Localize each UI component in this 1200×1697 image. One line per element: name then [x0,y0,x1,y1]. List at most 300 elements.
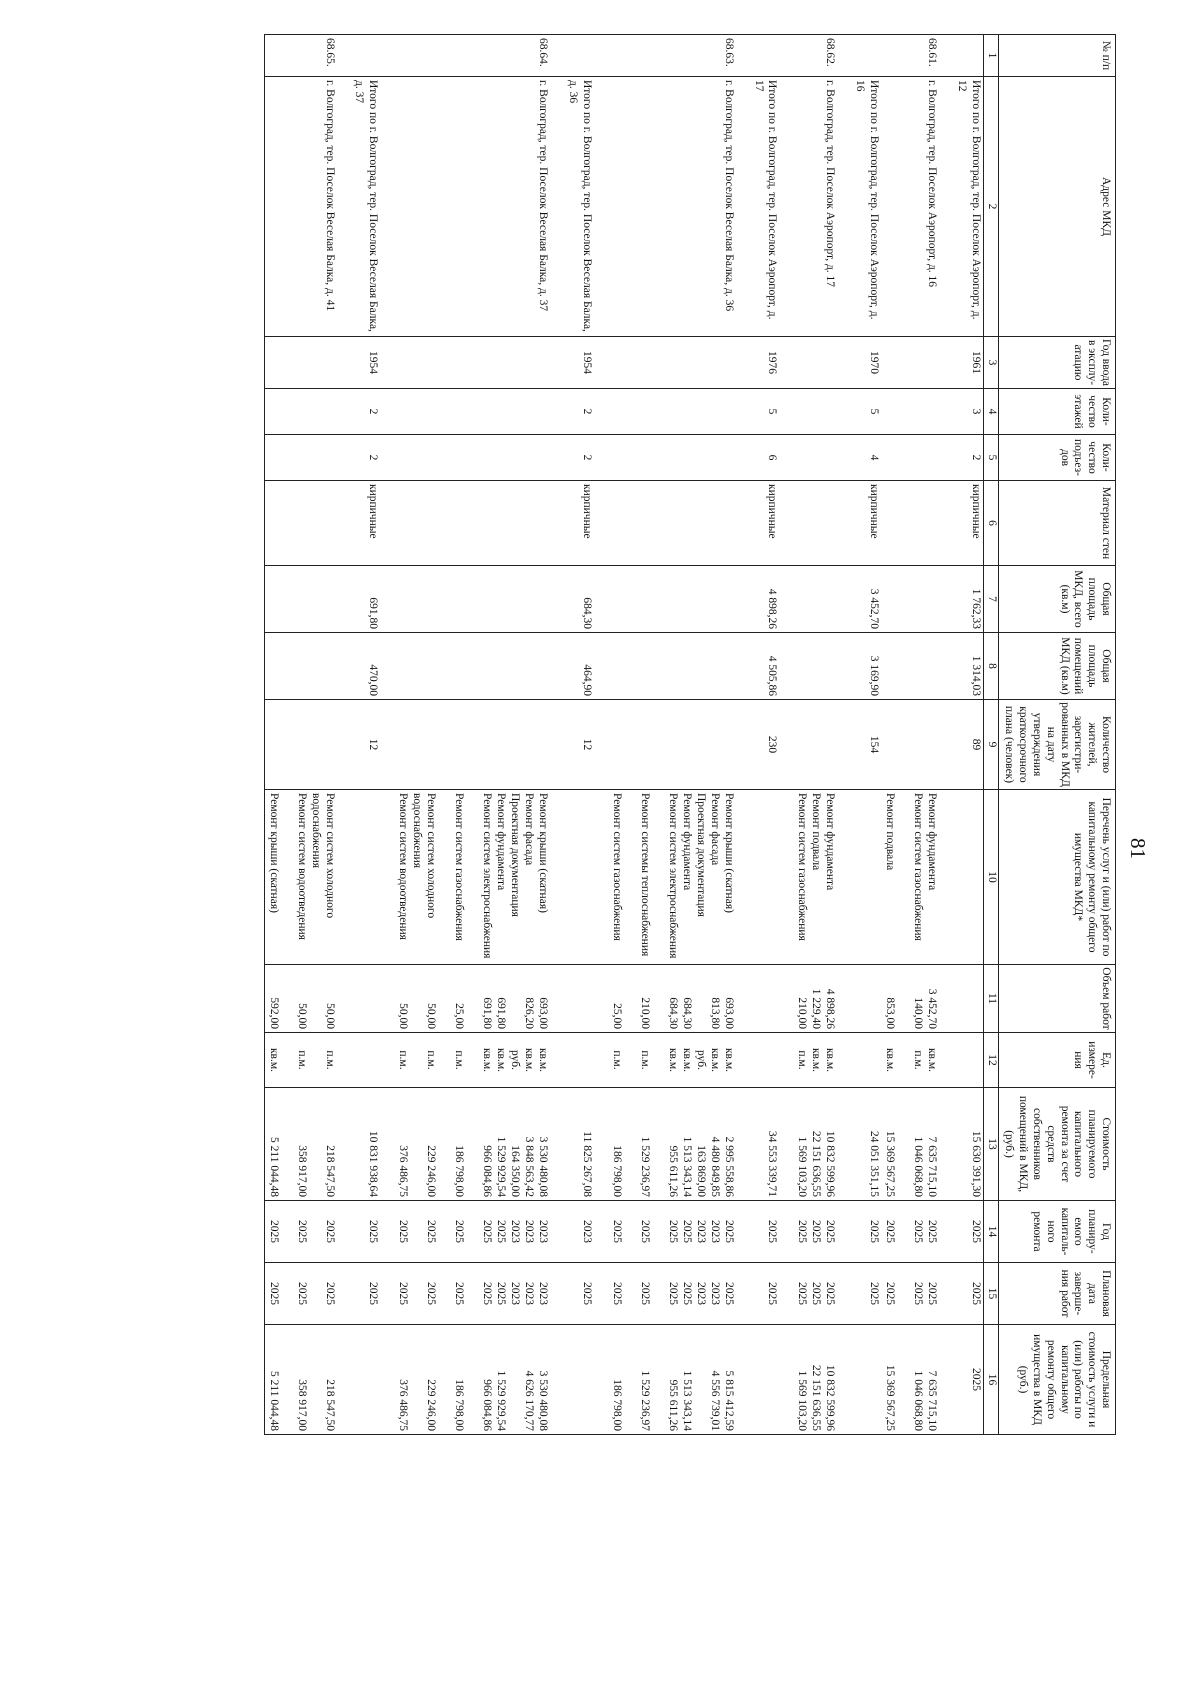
work-item-line: Ремонт систем газоснабжения [610,793,623,941]
end-value [594,1263,736,1325]
address-cell: г. Волгоград, тер. Поселок Веселая Балка, д. 37 [380,77,550,337]
header-cell: Год планиру-емого капиталь-ного ремонта [998,1201,1115,1263]
empty-cell [750,965,780,1033]
work-item-line: Ремонт фундамента [680,793,693,891]
column-number-row [983,35,998,1435]
spacer-cell [337,633,351,700]
work-item-line: Ремонт систем газоснабжения [453,793,466,941]
limit-value-line: 229 246,00 [425,1379,438,1431]
limit-value-line: 15 369 567,25 [884,1364,897,1431]
end-value-line: 2025 [295,1282,308,1305]
end-value-line: 2025 [796,1282,809,1305]
volume-value [881,965,939,1033]
end-value-line: 2025 [926,1282,939,1305]
header-row [998,35,1115,1435]
end-value-line: 2023 [509,1282,522,1305]
cost-value-line: 7 635 715,10 [926,1136,939,1197]
volume-value-line [507,968,521,1029]
spacer-cell [337,1201,351,1263]
empty-cell [779,435,837,481]
work-item-line: Ремонт систем газоснабжения [912,793,925,941]
year-value-line: 2025 [453,1220,466,1243]
empty-cell [851,965,881,1033]
cost-value-line: 229 246,00 [425,1145,438,1197]
spacer-cell [837,337,851,389]
empty-cell [594,435,736,481]
end-value-line: 2023 [537,1282,550,1305]
spacer-cell [939,965,953,1033]
spacer-cell [939,77,953,337]
limit-value-line: 4 626 170,77 [523,1370,536,1431]
cost-value [594,1088,736,1201]
volume-value-line: 826,20 [523,997,536,1029]
work-item-line: Ремонт системы теплоснабжения [638,793,651,957]
end-value-line: 2025 [267,1282,280,1305]
work-item-line: Проектная документация [509,793,522,917]
work-item-line: Ремонт фасада [708,793,721,866]
spacer-cell [939,566,953,633]
spacer-cell [939,1263,953,1325]
cost-value-line: 1 569 103,20 [796,1136,809,1197]
unit-value-line: кв.м. [481,1047,494,1073]
limit-value-line: 376 486,75 [397,1379,410,1431]
empty-cell [264,566,337,633]
volume-value-line: 684,30 [680,997,693,1029]
volume-value-line: 50,00 [295,1003,308,1029]
spacer-cell [837,1201,851,1263]
empty-cell [881,389,939,435]
work-item-line: Проектная документация [694,793,707,917]
address-cell: г. Волгоград, тер. Поселок Веселая Балка, д. 36 [594,77,736,337]
spacer-cell [550,1033,564,1088]
limit-value-line [693,1328,707,1431]
spacer-cell [337,77,351,337]
year-value-line: 2023 [708,1220,721,1243]
limit-value-line: 1 513 343,14 [680,1370,693,1431]
cost-value [779,1088,837,1201]
year-value [380,1201,550,1263]
end-value [779,1263,837,1325]
header-cell: Стоимость планируемого капитального ремонта за счет средств собственников помещений в МКД, (руб.) [998,1088,1115,1201]
empty-cell [351,1325,381,1435]
limit-value [594,1325,736,1435]
row-number-cell: 68.65. [264,35,337,77]
end-value-line: 2025 [912,1282,925,1305]
object-row [264,35,337,1435]
empty-cell [380,481,550,566]
limit-value-line: 4 556 739,01 [708,1370,721,1431]
premises-area-cell: 3 169,90 [851,633,881,700]
cost-value-line: 2 995 558,86 [722,1136,735,1197]
empty-cell [779,337,837,389]
column-number-cell: 3 [983,337,998,389]
year-cell: 1961 [953,337,983,389]
limit-value-line: 5 211 044,48 [267,1371,280,1431]
total-cost-cell: 15 630 391,30 [953,1088,983,1201]
spacer-cell [736,1325,750,1435]
residents-cell: 154 [851,700,881,790]
row-number-cell: 68.64. [380,35,550,77]
unit-value-line: п.м. [796,1050,809,1070]
floors-cell: 2 [351,389,381,435]
column-number-cell: 13 [983,1088,998,1201]
limit-value-line: 186 798,00 [453,1379,466,1431]
empty-cell [851,1325,881,1435]
volume-value [264,965,337,1033]
year-value-line: 2025 [680,1220,693,1243]
unit-value-line: руб. [694,1050,707,1070]
wall-material-cell: кирпичные [351,481,381,566]
year-value-line: 2025 [722,1220,735,1243]
spacer-cell [837,1263,851,1325]
end-value-line: 2025 [680,1282,693,1305]
spacer-cell [550,700,564,790]
limit-value-line: 186 798,00 [610,1379,623,1431]
cost-value-line: 4 480 849,85 [708,1136,721,1197]
spacer-cell [837,965,851,1033]
entrances-cell: 2 [351,435,381,481]
end-value-line: 2025 [323,1282,336,1305]
column-number-cell: 16 [983,1325,998,1435]
empty-cell [264,633,337,700]
spacer-cell [550,35,564,77]
object-row [594,35,736,1435]
end-date-cell: 2025 [750,1263,780,1325]
row-number-cell: 68.63. [594,35,736,77]
spacer-cell [736,481,750,566]
empty-cell [594,700,736,790]
empty-cell [851,1033,881,1088]
total-area-cell: 1 762,33 [953,566,983,633]
spacer-cell [939,389,953,435]
header-cell: Плановая дата заверше-ния работ [998,1263,1115,1325]
spacer-cell [337,965,351,1033]
empty-cell [264,389,337,435]
empty-cell [351,790,381,965]
limit-value-line: 1 529 929,54 [495,1370,508,1431]
row-number-cell: 68.61. [881,35,939,77]
cost-value [881,1088,939,1201]
limit-value [779,1325,837,1435]
cost-value-line: 3 530 480,08 [537,1136,550,1197]
work-item-line: Ремонт подвала [884,793,897,871]
unit-value-line: п.м. [453,1050,466,1070]
address-cell: Итого по г. Волгоград, тер. Поселок Аэропорт, д. 12 [953,77,983,337]
limit-value [881,1325,939,1435]
empty-cell [351,1033,381,1088]
spacer-cell [736,77,750,337]
unit-value-line: кв.м. [884,1047,897,1073]
end-value-line: 2025 [824,1282,837,1305]
volume-value-line: 50,00 [425,1003,438,1029]
residents-cell: 12 [351,700,381,790]
total-area-cell: 691,80 [351,566,381,633]
limit-value-line: 1 569 103,20 [796,1370,809,1431]
cost-value-line: 3 848 563,42 [523,1136,536,1197]
residents-cell: 12 [564,700,594,790]
empty-cell [881,633,939,700]
column-number-cell: 1 [983,35,998,77]
volume-value-line: 210,00 [638,997,651,1029]
cost-value-line: 1 513 343,14 [680,1136,693,1197]
volume-value [380,965,550,1033]
premises-area-cell: 464,90 [564,633,594,700]
spacer-cell [736,389,750,435]
cost-value-line: 966 084,86 [481,1145,494,1197]
end-value-line: 2025 [453,1282,466,1305]
empty-cell [380,566,550,633]
total-cost-cell: 11 825 267,08 [564,1088,594,1201]
work-item-line: Ремонт систем холодного водоснабжения [411,793,438,919]
year-value-line: 2025 [912,1220,925,1243]
empty-cell [851,35,881,77]
empty-cell [953,35,983,77]
header-cell: Количество жителей, зарегистри-рованных в МКД на дату утверждения краткосрочного плана (человек) [998,700,1115,790]
unit-value [264,1033,337,1088]
spacer-cell [939,1033,953,1088]
unit-value [881,1033,939,1088]
unit-value-line: п.м. [912,1050,925,1070]
spacer-cell [337,1088,351,1201]
volume-value [779,965,837,1033]
spacer-cell [736,700,750,790]
year-value-line: 2025 [638,1220,651,1243]
wall-material-cell: кирпичные [564,481,594,566]
unit-value-line: кв.м. [267,1047,280,1073]
cost-value-line: 376 486,75 [397,1145,410,1197]
page-number: 81 [1126,838,1150,859]
cost-value-line: 164 350,00 [509,1145,522,1197]
cost-value-line: 5 211 044,48 [267,1137,280,1197]
table-body [264,35,983,1435]
total-cost-cell: 24 051 351,15 [851,1088,881,1201]
plan-year-cell: 2025 [953,1201,983,1263]
plan-year-cell: 2025 [750,1201,780,1263]
year-value-line: 2025 [267,1220,280,1243]
empty-cell [750,790,780,965]
header-cell: Общая площадь МКД, всего (кв.м) [998,566,1115,633]
spacer-cell [337,1033,351,1088]
end-date-cell: 2025 [953,1263,983,1325]
total-cost-cell: 10 831 938,64 [351,1088,381,1201]
spacer-cell [939,337,953,389]
volume-value-line: 140,00 [912,997,925,1029]
unit-value-line: кв.м. [722,1047,735,1073]
work-item-line: Ремонт подвала [810,793,823,871]
volume-value-line: 693,00 [537,997,550,1029]
year-value [779,1201,837,1263]
work-item-line: Ремонт систем холодного водоснабжения [309,793,336,919]
total-row [953,35,983,1435]
floors-cell: 2 [564,389,594,435]
header-cell: Коли-чество этажей [998,389,1115,435]
empty-cell [264,435,337,481]
column-number-cell: 15 [983,1263,998,1325]
empty-cell [779,481,837,566]
empty-cell [594,481,736,566]
total-area-cell: 684,30 [564,566,594,633]
empty-cell [750,1325,780,1435]
cost-value-line: 1 046 068,80 [912,1136,925,1197]
header-cell: Год ввода в эксплу-атацию [998,337,1115,389]
year-value-line: 2025 [397,1220,410,1243]
work-item-line: Ремонт систем водоотведения [397,793,410,940]
spacer-cell [837,633,851,700]
column-number-cell: 14 [983,1201,998,1263]
total-row [351,35,381,1435]
unit-value-line: п.м. [295,1050,308,1070]
empty-cell [881,566,939,633]
address-cell: г. Волгоград, тер. Поселок Веселая Балка, д. 41 [264,77,337,337]
spacer-cell [939,700,953,790]
empty-cell [881,481,939,566]
cost-value-line: 1 529 236,97 [638,1136,651,1197]
spacer-cell [736,337,750,389]
empty-cell [380,633,550,700]
spacer-row [550,35,564,1435]
unit-value-line: кв.м. [708,1047,721,1073]
total-area-cell: 3 452,70 [851,566,881,633]
end-value-line: 2025 [425,1282,438,1305]
empty-cell [594,389,736,435]
empty-cell [380,337,550,389]
cost-value-line: 22 151 636,55 [810,1130,823,1197]
volume-value-line: 50,00 [397,1003,410,1029]
unit-value-line: п.м. [638,1050,651,1070]
year-value-line: 2023 [509,1220,522,1243]
entrances-cell: 4 [851,435,881,481]
work-item [264,790,337,965]
spacer-cell [337,337,351,389]
unit-value-line: п.м. [425,1050,438,1070]
spacer-cell [837,481,851,566]
unit-value-line: кв.м. [523,1047,536,1073]
unit-value [380,1033,550,1088]
spacer-cell [736,790,750,965]
total-row [750,35,780,1435]
end-value-line: 2025 [884,1282,897,1305]
spacer-row [736,35,750,1435]
work-item-line: Ремонт крыши (скатная) [537,793,550,913]
spacer-cell [837,389,851,435]
volume-value-line: 853,00 [884,997,897,1029]
volume-value-line [693,968,707,1029]
spacer-cell [837,700,851,790]
address-cell: Итого по г. Волгоград, тер. Поселок Веселая Балка, д. 37 [351,77,381,337]
spacer-cell [736,1033,750,1088]
unit-value [594,1033,736,1088]
year-value [881,1201,939,1263]
spacer-cell [337,566,351,633]
empty-cell [779,389,837,435]
work-item-line: Ремонт систем газоснабжения [796,793,809,941]
header-cell: № п/п [998,35,1115,77]
plan-year-cell: 2023 [564,1201,594,1263]
unit-value-line: п.м. [397,1050,410,1070]
header-cell: Общая площадь помещений МКД (кв.м) [998,633,1115,700]
spacer-row [939,35,953,1435]
residents-cell: 230 [750,700,780,790]
plan-year-cell: 2025 [351,1201,381,1263]
address-cell: г. Волгоград, тер. Поселок Аэропорт, д. 16 [881,77,939,337]
empty-cell [851,790,881,965]
year-cell: 1954 [564,337,594,389]
spacer-cell [337,35,351,77]
work-item-line: Ремонт фундамента [926,793,939,891]
spacer-cell [736,633,750,700]
empty-cell [264,700,337,790]
year-value-line: 2025 [495,1220,508,1243]
year-value [264,1201,337,1263]
spacer-cell [939,1325,953,1435]
work-item-line: Ремонт крыши (скатная) [722,793,735,913]
work-item-line: Ремонт фундамента [824,793,837,891]
spacer-cell [550,965,564,1033]
header-cell: Коли-чество подъез-дов [998,435,1115,481]
end-value [264,1263,337,1325]
spacer-cell [736,1263,750,1325]
column-number-cell: 11 [983,965,998,1033]
premises-area-cell: 1 314,03 [953,633,983,700]
year-value-line: 2025 [796,1220,809,1243]
volume-value-line: 210,00 [796,997,809,1029]
empty-cell [564,965,594,1033]
year-value-line: 2025 [810,1220,823,1243]
column-number-cell: 5 [983,435,998,481]
limit-cell: 2025 [953,1325,983,1435]
column-number-cell: 7 [983,566,998,633]
limit-value-line: 3 530 480,08 [537,1370,550,1431]
total-row [851,35,881,1435]
unit-value-line: п.м. [323,1050,336,1070]
work-item-line: Ремонт систем электроснабжения [481,793,494,959]
year-value-line: 2025 [610,1220,623,1243]
year-value-line: 2025 [425,1220,438,1243]
limit-value-line: 358 917,00 [295,1379,308,1431]
total-cost-cell: 34 553 339,71 [750,1088,780,1201]
spacer-cell [736,435,750,481]
year-value-line: 2025 [884,1220,897,1243]
empty-cell [594,633,736,700]
empty-cell [264,481,337,566]
object-row [380,35,550,1435]
cost-value-line: 1 529 929,54 [495,1136,508,1197]
volume-value-line: 25,00 [610,1003,623,1029]
empty-cell [881,337,939,389]
year-value-line: 2025 [926,1220,939,1243]
volume-value-line: 684,30 [666,997,679,1029]
limit-value-line: 1 529 236,97 [638,1370,651,1431]
spacer-cell [337,435,351,481]
volume-value-line: 813,80 [708,997,721,1029]
address-cell: Итого по г. Волгоград, тер. Поселок Аэропорт, д. 17 [750,77,780,337]
unit-value-line: кв.м. [666,1047,679,1073]
volume-value [594,965,736,1033]
year-value [594,1201,736,1263]
volume-value-line: 1 229,40 [810,988,823,1029]
end-value [380,1263,550,1325]
spacer-cell [550,633,564,700]
unit-value-line: кв.м. [680,1047,693,1073]
limit-value [380,1325,550,1435]
column-number-cell: 4 [983,389,998,435]
empty-cell [380,700,550,790]
header-cell: Объем работ [998,965,1115,1033]
cost-value-line: 955 611,26 [666,1145,679,1197]
end-date-cell: 2025 [851,1263,881,1325]
spacer-cell [939,481,953,566]
empty-cell [264,337,337,389]
